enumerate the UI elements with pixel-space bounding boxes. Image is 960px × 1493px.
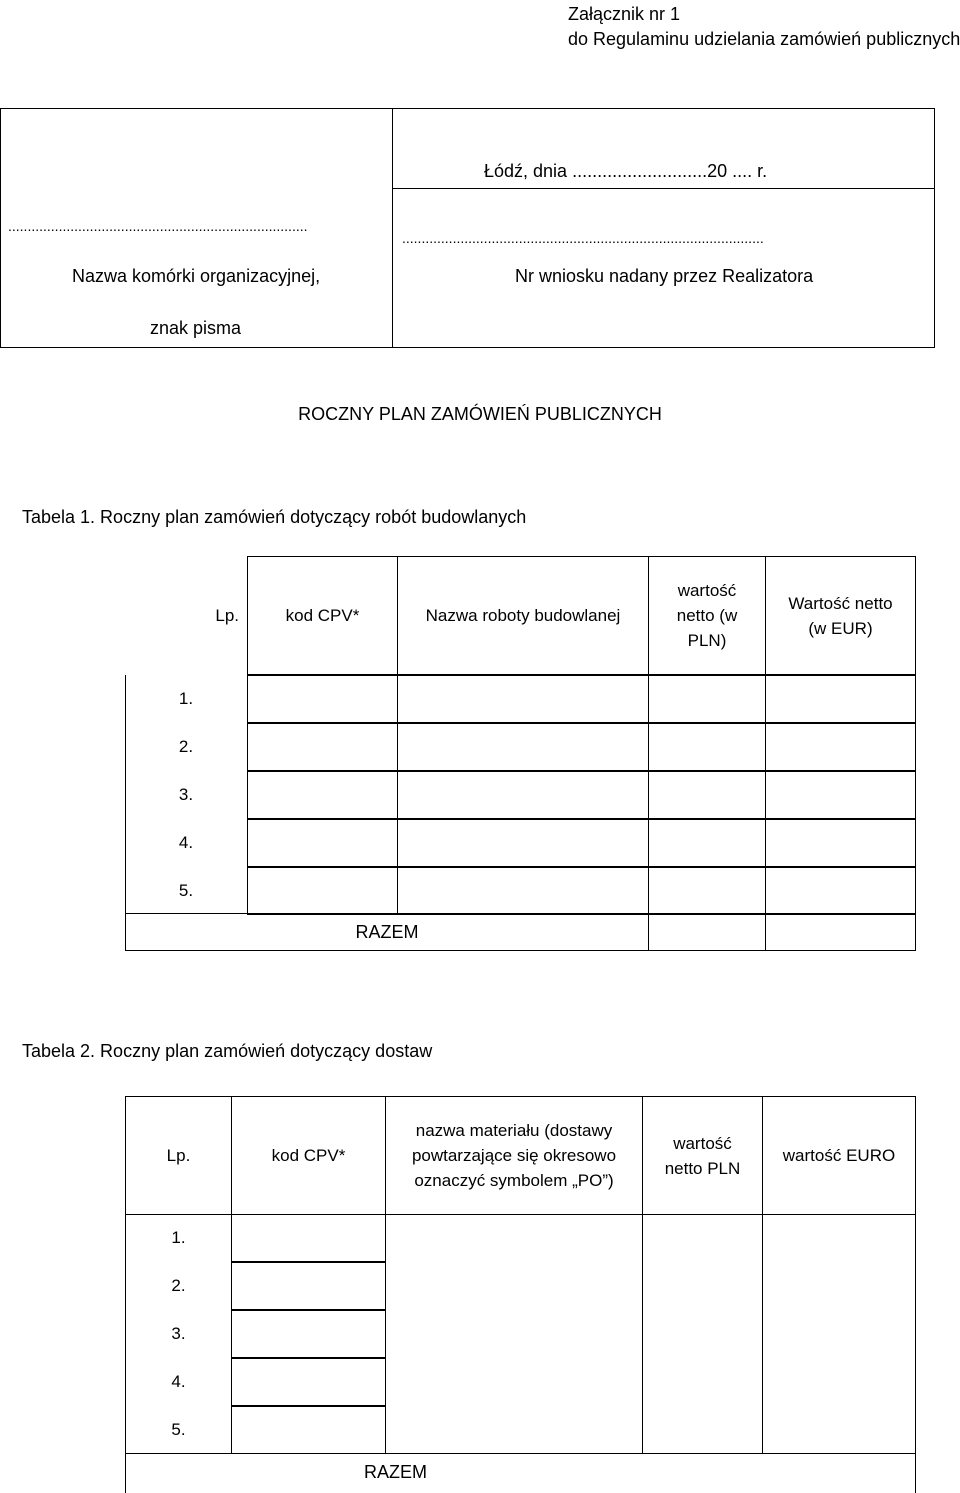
table1-caption: Tabela 1. Roczny plan zamówień dotyczący robót budowlanych: [22, 507, 527, 527]
table1-cell-cpv[interactable]: [247, 771, 398, 819]
table2-caption: Tabela 2. Roczny plan zamówień dotyczący dostaw: [22, 1041, 433, 1061]
table1-cell-eur[interactable]: [765, 675, 916, 723]
table1-cell-eur[interactable]: [765, 723, 916, 771]
table1-total-eur[interactable]: [765, 913, 916, 951]
request-number-label: Nr wniosku nadany przez Realizatora: [515, 266, 814, 286]
table1-cell-name[interactable]: [397, 723, 649, 771]
table2-cell-cpv[interactable]: [231, 1406, 386, 1454]
table2-header-net-pln: wartość netto PLN: [642, 1096, 763, 1215]
table2-row-number: 1.: [125, 1214, 232, 1262]
table2-header-eur: wartość EURO: [762, 1096, 916, 1215]
table2-row-number: 5.: [125, 1406, 232, 1454]
table1-cell-pln[interactable]: [648, 723, 766, 771]
table1-row-number: 5.: [125, 867, 248, 915]
table2-cell-name[interactable]: [385, 1358, 643, 1406]
table2-cell-eur[interactable]: [762, 1358, 916, 1406]
unit-dots-field[interactable]: .............................................................................: [8, 218, 308, 234]
table2-cell-eur[interactable]: [762, 1262, 916, 1310]
table2-total-row: [125, 1453, 916, 1493]
table1-cell-name[interactable]: [397, 867, 649, 915]
sign-label: znak pisma: [150, 318, 242, 338]
table2-cell-cpv[interactable]: [231, 1214, 386, 1262]
table1-header-name: Nazwa roboty budowlanej: [397, 556, 649, 675]
table1-row-number: 3.: [125, 771, 248, 819]
table1-cell-pln[interactable]: [648, 867, 766, 915]
table1-cell-pln[interactable]: [648, 675, 766, 723]
table2-cell-name[interactable]: [385, 1310, 643, 1358]
table2-cell-cpv[interactable]: [231, 1310, 386, 1358]
table1-cell-name[interactable]: [397, 675, 649, 723]
table2-cell-cpv[interactable]: [231, 1358, 386, 1406]
attachment-line-2: do Regulaminu udzielania zamówień publicznych: [568, 29, 960, 49]
table1-left-border: [125, 675, 126, 913]
table2-row-number: 3.: [125, 1310, 232, 1358]
table2-cell-pln[interactable]: [642, 1310, 763, 1358]
table1-cell-cpv[interactable]: [247, 675, 398, 723]
table1-header-lp: Lp.: [125, 556, 248, 675]
table2-header-name: nazwa materiału (dostawy powtarzające się okresowo oznaczyć symbolem „PO”): [385, 1096, 643, 1215]
header-divider-vertical: [392, 108, 393, 348]
table1-cell-cpv[interactable]: [247, 723, 398, 771]
unit-label: Nazwa komórki organizacyjnej,: [72, 266, 321, 286]
table1-cell-name[interactable]: [397, 819, 649, 867]
table1-row-number: 1.: [125, 675, 248, 723]
table2-cell-eur[interactable]: [762, 1310, 916, 1358]
table2-row-number: 2.: [125, 1262, 232, 1310]
table1-header-net-pln: wartość netto (w PLN): [648, 556, 766, 675]
table1-cell-pln[interactable]: [648, 771, 766, 819]
table1-cell-cpv[interactable]: [247, 819, 398, 867]
table2-header-cpv: kod CPV*: [231, 1096, 386, 1215]
attachment-line-1: Załącznik nr 1: [568, 4, 681, 24]
table2-cell-eur[interactable]: [762, 1214, 916, 1262]
table2-cell-pln[interactable]: [642, 1262, 763, 1310]
table2-cell-name[interactable]: [385, 1262, 643, 1310]
header-divider-horizontal: [392, 188, 935, 189]
table1-cell-pln[interactable]: [648, 819, 766, 867]
city-date-field[interactable]: Łódź, dnia ...........................20 .... r.: [484, 161, 768, 181]
table2-cell-pln[interactable]: [642, 1358, 763, 1406]
table2-cell-pln[interactable]: [642, 1214, 763, 1262]
request-dots-field[interactable]: .............................................................................................: [402, 230, 764, 246]
table1-total-label: RAZEM: [125, 913, 649, 951]
table1-cell-cpv[interactable]: [247, 867, 398, 915]
table1-row-number: 2.: [125, 723, 248, 771]
table2-cell-cpv[interactable]: [231, 1262, 386, 1310]
table1-header-net-eur: Wartość netto (w EUR): [765, 556, 916, 675]
table2-total-label: RAZEM: [364, 1462, 427, 1482]
table1-total-pln[interactable]: [648, 913, 766, 951]
table1-row-number: 4.: [125, 819, 248, 867]
document-title: ROCZNY PLAN ZAMÓWIEŃ PUBLICZNYCH: [298, 404, 662, 424]
table1-cell-name[interactable]: [397, 771, 649, 819]
table2-cell-eur[interactable]: [762, 1406, 916, 1454]
table1-header-cpv: kod CPV*: [247, 556, 398, 675]
table1-cell-eur[interactable]: [765, 771, 916, 819]
table1-cell-eur[interactable]: [765, 819, 916, 867]
table1-cell-eur[interactable]: [765, 867, 916, 915]
table2-cell-name[interactable]: [385, 1406, 643, 1454]
table2-row-number: 4.: [125, 1358, 232, 1406]
table2-cell-name[interactable]: [385, 1214, 643, 1262]
table2-cell-pln[interactable]: [642, 1406, 763, 1454]
table2-header-lp: Lp.: [125, 1096, 232, 1215]
